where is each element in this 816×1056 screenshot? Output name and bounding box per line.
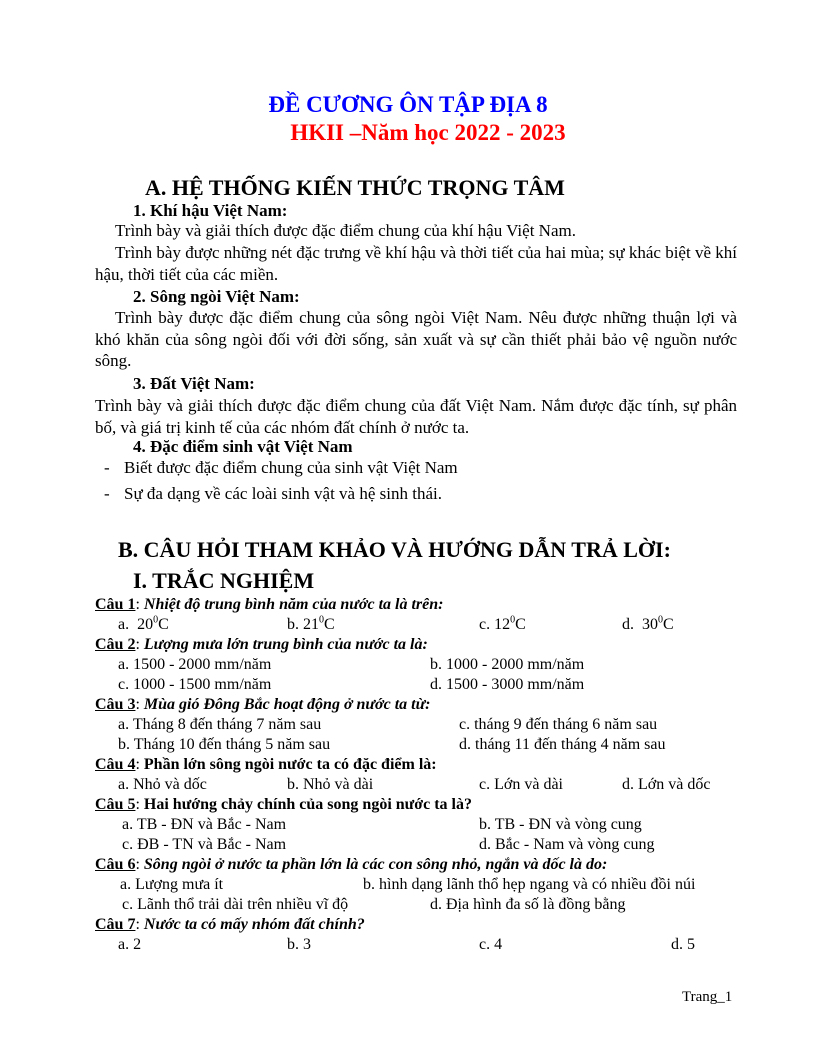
question-number: Câu 6 (95, 856, 136, 873)
question-text: Hai hướng chảy chính của song ngòi nước ta là? (143, 796, 472, 813)
option-b: b. TB - ĐN và vòng cung (479, 816, 642, 833)
question-text: Mùa gió Đông Bắc hoạt động ở nước ta từ: (143, 696, 431, 713)
document-subtitle: HKII –Năm học 2022 - 2023 (290, 120, 566, 145)
option-a: a. $20^0C$ (118, 614, 169, 633)
bullet-dash: - (104, 484, 110, 503)
question-number: Câu 3 (95, 696, 136, 713)
option-b: b. $21^0C$ (287, 614, 335, 633)
option-c: c. 4 (479, 936, 503, 953)
option-b: b. Nhỏ và dài (287, 776, 374, 793)
option-d: d. 1500 - 3000 mm/năm (430, 676, 585, 693)
question-text: Nhiệt độ trung bình năm của nước ta là trên: (143, 596, 444, 613)
topic-heading-soil: 3. Đất Việt Nam: (133, 374, 255, 393)
bullet-item: Sự đa dạng về các loài sinh vật và hệ sinh thái. (124, 484, 442, 503)
section-b-heading: B. CÂU HỎI THAM KHẢO VÀ HƯỚNG DẪN TRẢ LỜI: (118, 537, 671, 562)
option-a: a. TB - ĐN và Bắc - Nam (122, 816, 287, 833)
question-number: Câu 1 (95, 596, 136, 613)
topic-paragraph: Trình bày được đặc điểm chung của sông ngòi Việt Nam. Nêu được những thuận lợi và khó khăn của sông ngòi đối với đời sống, sản xuất và sự cần thiết phải bảo vệ nguồn nước sông. (95, 308, 737, 370)
question-5: Câu 5: Hai hướng chảy chính của song ngòi nước ta là? (95, 796, 472, 813)
question-4: Câu 4: Phần lớn sông ngòi nước ta có đặc điểm là: (95, 756, 437, 773)
option-c: c. ĐB - TN và Bắc - Nam (122, 836, 287, 853)
topic-heading-biology: 4. Đặc điểm sinh vật Việt Nam (133, 437, 353, 456)
option-b: b. Tháng 10 đến tháng 5 năm sau (118, 736, 331, 753)
question-text: Lượng mưa lớn trung bình của nước ta là: (143, 636, 428, 653)
option-c: c. tháng 9 đến tháng 6 năm sau (459, 716, 658, 733)
question-number: Câu 7 (95, 916, 136, 933)
topic-paragraph: Trình bày và giải thích được đặc điểm chung của khí hậu Việt Nam. (115, 221, 576, 240)
multiple-choice-heading: I. TRẮC NGHIỆM (133, 568, 315, 593)
option-c: c. 1000 - 1500 mm/năm (118, 676, 272, 693)
option-c: c. Lớn và dài (479, 776, 563, 793)
option-d: d. 5 (671, 936, 695, 953)
option-b: b. hình dạng lãnh thổ hẹp ngang và có nhiều đồi núi (363, 876, 696, 893)
bullet-dash: - (104, 458, 110, 477)
topic-paragraph: Trình bày được những nét đặc trưng về khí hậu và thời tiết của hai mùa; sự khác biệt về khí hậu, thời tiết của các miền. (95, 243, 737, 284)
topic-heading-climate: 1. Khí hậu Việt Nam: (133, 201, 288, 220)
question-text: Nước ta có mấy nhóm đất chính? (143, 916, 365, 933)
question-6: Câu 6: Sông ngòi ở nước ta phần lớn là các con sông nhỏ, ngắn và dốc là do: (95, 856, 608, 873)
topic-paragraph: Trình bày và giải thích được đặc điểm chung của đất Việt Nam. Nắm được đặc tính, sự phân bố, và giá trị kinh tế của các nhóm đất chính ở nước ta. (95, 396, 737, 437)
page-number: Trang_1 (682, 989, 733, 1005)
document-title: ĐỀ CƯƠNG ÔN TẬP ĐỊA 8 (268, 92, 548, 117)
option-c: c. Lãnh thổ trải dài trên nhiều vĩ độ (122, 896, 349, 913)
question-number: Câu 5 (95, 796, 136, 813)
option-d: d. Lớn và dốc (622, 776, 711, 793)
topic-heading-rivers: 2. Sông ngòi Việt Nam: (133, 287, 300, 306)
bullet-item: Biết được đặc điểm chung của sinh vật Việt Nam (124, 458, 458, 477)
question-7: Câu 7: Nước ta có mấy nhóm đất chính? (95, 916, 365, 933)
question-number: Câu 4 (95, 756, 136, 773)
section-a-heading: A. HỆ THỐNG KIẾN THỨC TRỌNG TÂM (145, 175, 565, 200)
option-d: d. Bắc - Nam và vòng cung (479, 836, 655, 853)
option-c: c. $12^0C$ (479, 614, 526, 633)
option-b: b. 3 (287, 936, 311, 953)
question-text: Sông ngòi ở nước ta phần lớn là các con sông nhỏ, ngắn và dốc là do: (143, 856, 608, 873)
option-a: a. 1500 - 2000 mm/năm (118, 656, 272, 673)
option-a: a. Tháng 8 đến tháng 7 năm sau (118, 716, 322, 733)
option-a: a. Lượng mưa ít (120, 876, 224, 893)
option-b: b. 1000 - 2000 mm/năm (430, 656, 585, 673)
question-1: Câu 1: Nhiệt độ trung bình năm của nước ta là trên: (95, 596, 444, 613)
question-text: Phần lớn sông ngòi nước ta có đặc điểm là: (143, 756, 437, 773)
option-d: d. Địa hình đa số là đồng bằng (430, 896, 626, 913)
option-a: a. Nhỏ và dốc (118, 776, 207, 793)
option-d: d. $30^0C$ (622, 614, 674, 633)
option-a: a. 2 (118, 936, 142, 953)
option-d: d. tháng 11 đến tháng 4 năm sau (459, 736, 666, 753)
question-number: Câu 2 (95, 636, 136, 653)
question-2: Câu 2: Lượng mưa lớn trung bình của nước ta là: (95, 636, 428, 653)
question-3: Câu 3: Mùa gió Đông Bắc hoạt động ở nước ta từ: (95, 696, 431, 713)
